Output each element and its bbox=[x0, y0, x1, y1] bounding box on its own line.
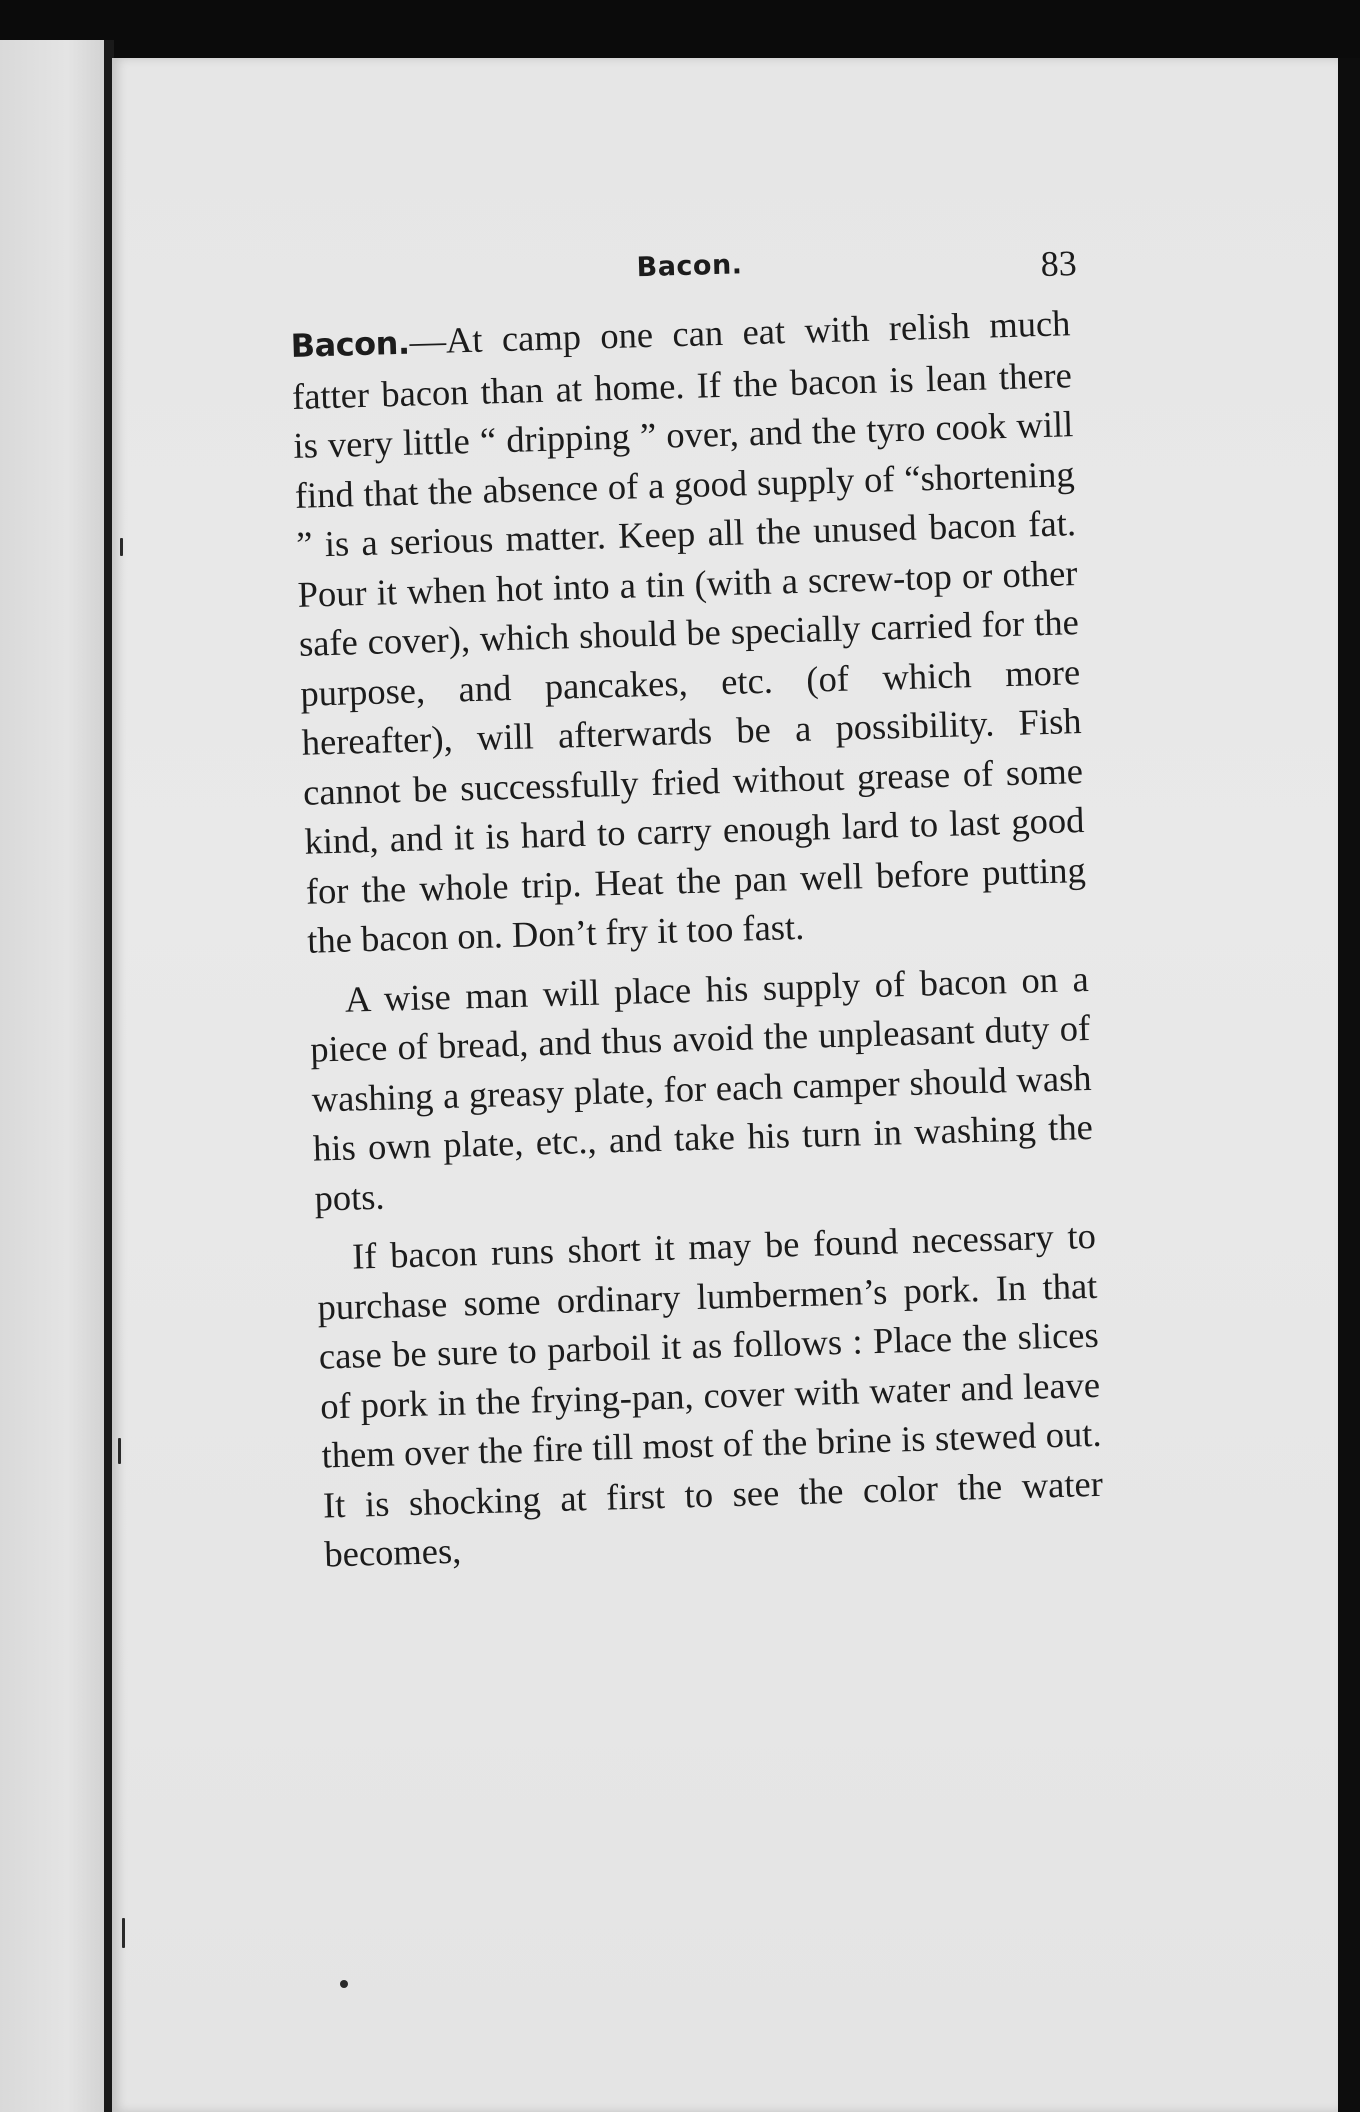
paragraph-bacon-intro bbox=[290, 298, 1088, 965]
entry-heading: Bacon. bbox=[290, 323, 411, 365]
paragraph-pork: If bacon runs short it may be found necessary to purchase some ordinary lumbermen’s pork. In that case be sure to parboil it as follows : Place the slices of pork in the frying-pan, cover with water and leave them over the fire till most of the brine is stewed out. It is shocking at first to see the color the water becomes, bbox=[316, 1214, 1104, 1575]
facing-page-edge bbox=[0, 40, 112, 2112]
paragraph-1-text: —At camp one can eat with relish much fatter bacon than at home. If the bacon is lean there is very little “ dripping ” over, and the tyro cook will find that the absence of a good supply of “shortening ” is a serious matter. Keep all the unused bacon fat. Pour it when hot into a tin (with a screw-top or other safe cover), which should be specially carried for the purpose, and pancakes, etc. (of which more hereafter), will afterwards be a possibility. Fish cannot be successfully fried without grease of some kind, and it is hard to carry enough lard to last good for the whole trip. Heat the pan well before putting the bacon on. Don’t fry it too fast. bbox=[291, 302, 1087, 961]
paragraph-bread: A wise man will place his supply of bacon on a piece of bread, and thus avoid the unpleasant duty of washing a greasy plate, for each camper should wash his own plate, etc., and take his turn in washing the pots. bbox=[309, 957, 1094, 1219]
running-title: Bacon. bbox=[636, 249, 743, 284]
page-text bbox=[288, 228, 1105, 1579]
page-number: 83 bbox=[1040, 242, 1078, 284]
scan-border-right bbox=[1338, 58, 1360, 2112]
